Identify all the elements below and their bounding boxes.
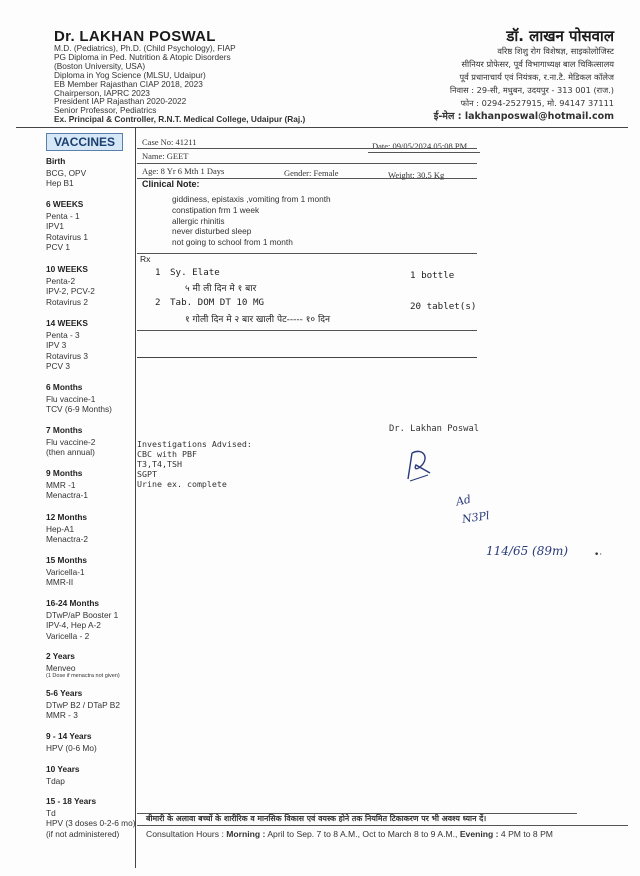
vaccine-item: PCV 1 (46, 242, 70, 253)
rule-line (137, 148, 477, 149)
rx-dosage-hi: ५ मी ली दिन मे १ बार (185, 284, 257, 294)
rule-line (137, 253, 477, 254)
vaccine-group-heading: 15 - 18 Years (46, 796, 97, 806)
investigation-item: SGPT (137, 469, 157, 479)
vaccine-group (46, 598, 118, 641)
vaccine-group (46, 764, 80, 786)
vaccine-item: Rotavirus 3 (46, 350, 88, 361)
qualification-line: (Boston University, USA) (54, 60, 146, 71)
qualification-line: Senior Professor, Pediatrics (54, 105, 157, 116)
vaccine-group (46, 688, 120, 721)
vaccine-item: Menveo (46, 662, 76, 673)
rx-item-number: 1 (155, 267, 161, 278)
phone-line: फोन : 0294-2527915, मो. 94147 37111 (460, 98, 614, 108)
vaccine-item: (if not administered) (46, 828, 120, 839)
vaccine-group-heading: 9 Months (46, 468, 83, 478)
visit-date: Date: 09/05/2024 05:08 PM (372, 141, 468, 151)
vaccine-group (46, 382, 112, 415)
vaccines-title: VACCINES (46, 133, 123, 151)
vaccine-group (46, 318, 88, 372)
evening-hours: 4 PM to 8 PM (500, 829, 553, 839)
vaccine-item: Td (46, 807, 56, 818)
vaccine-group-heading: 2 Years (46, 651, 75, 661)
vaccine-group (46, 796, 135, 839)
doctor-name-hi: डॉ. लाखन पोसवाल (506, 27, 614, 45)
clinical-note-line: giddiness, epistaxis ,vomiting from 1 month (172, 194, 331, 204)
rule-line (137, 163, 477, 164)
qualification-hi-line: वरिष्ठ शिशु रोग विशेषज्ञ, साइकोलोजिस्ट (497, 46, 614, 56)
investigations-title: Investigations Advised: (137, 439, 252, 449)
vaccine-group-heading: 12 Months (46, 512, 88, 522)
ink-dots-mark: •· (594, 550, 603, 560)
investigations (137, 439, 252, 489)
rx-label: Rx (140, 254, 151, 264)
footer-rule (137, 825, 628, 826)
vaccine-item: (1 Dose if menactra not given) (46, 673, 120, 680)
patient-gender: Gender: Female (284, 168, 339, 178)
investigation-item: T3,T4,TSH (137, 459, 182, 469)
vaccine-group (46, 264, 95, 307)
qualification-line: President IAP Rajasthan 2020-2022 (54, 96, 187, 107)
rx-item-number: 2 (155, 297, 161, 308)
vaccine-group (46, 156, 86, 189)
vaccine-item: HPV (3 doses 0-2-6 mo) (46, 818, 136, 829)
footer-hindi-note: बीमारी के अलावा बच्चों के शारीरिक व मानसिक विकास एवं वयस्क होने तक नियमित टिकाकरण पर भी अवश्य ध्यान दें। (146, 814, 487, 823)
qualification-line: Diploma in Yog Science (MLSU, Udaipur) (54, 69, 206, 80)
vaccine-group-heading: 16-24 Months (46, 598, 100, 608)
vaccine-group-heading: Birth (46, 156, 66, 166)
vaccine-item: TCV (6-9 Months) (46, 404, 112, 415)
vaccine-group-heading: 10 Years (46, 764, 80, 774)
rx-dosage-hi: १ गोली दिन मे २ बार खाली पेट----- १० दिन (185, 315, 331, 325)
qualifications-en (54, 44, 305, 124)
clinical-note-line: never disturbed sleep (172, 226, 252, 237)
vaccine-group-heading: 14 WEEKS (46, 318, 88, 328)
address-line: निवास : 29-सी, मधुबन, उदयपुर - 313 001 (राज.) (449, 85, 614, 95)
handwritten-note: Ad (454, 492, 473, 509)
vaccine-item: MMR -1 (46, 479, 76, 490)
vaccine-group (46, 512, 88, 545)
handwritten-bp: 114/65 (89m) (486, 544, 569, 558)
handwritten-note: N3Pl (461, 509, 491, 526)
vaccine-group (46, 731, 97, 753)
vaccine-item: Menactra-1 (46, 490, 88, 501)
vaccine-item: Varicella-1 (46, 566, 85, 577)
qualifications-hi (434, 45, 614, 123)
rx-quantity: 20 tablet(s) (410, 301, 477, 312)
qualification-line: Chairperson, IAPRC 2023 (54, 87, 150, 98)
vaccine-item: Flu vaccine-1 (46, 393, 96, 404)
case-number: Case No: 41211 (142, 137, 197, 147)
vaccine-group (46, 199, 88, 253)
vaccine-item: MMR - 3 (46, 710, 78, 721)
vaccine-item: Hep B1 (46, 178, 74, 189)
clinical-note-line: constipation frm 1 week (172, 204, 260, 215)
vaccine-item: DTwP B2 / DTaP B2 (46, 699, 120, 710)
vaccine-item: Rotavirus 1 (46, 231, 88, 242)
hours-label: Consultation Hours : (146, 829, 224, 839)
sidebar-divider (135, 128, 136, 868)
signature-name: Dr. Lakhan Poswal (389, 424, 480, 434)
morning-label: Morning : (226, 829, 266, 839)
rx-drug: Sy. Elate (170, 267, 220, 278)
investigation-item: Urine ex. complete (137, 479, 227, 489)
doctor-name-en: Dr. LAKHAN POSWAL (54, 28, 216, 45)
vaccine-group (46, 651, 120, 680)
vaccine-item: Penta - 1 (46, 210, 80, 221)
vaccine-item: Flu vaccine-2 (46, 436, 96, 447)
investigation-item: CBC with PBF (137, 449, 197, 459)
rule-line (137, 357, 477, 358)
qualification-line: Ex. Principal & Controller, R.N.T. Medical College, Udaipur (Raj.) (54, 114, 306, 125)
vaccine-item: PCV 3 (46, 361, 70, 372)
vaccine-item: IPV 3 (46, 340, 67, 351)
vaccine-group-heading: 15 Months (46, 555, 88, 565)
qualification-line: EB Member Rajasthan CIAP 2018, 2023 (54, 78, 203, 89)
vaccine-item: Tdap (46, 775, 65, 786)
rx-quantity: 1 bottle (410, 270, 455, 281)
qualification-line: PG Diploma in Ped. Nutrition & Atopic Disorders (54, 51, 231, 62)
vaccine-group-heading: 6 WEEKS (46, 199, 84, 209)
vaccine-group-heading: 10 WEEKS (46, 264, 88, 274)
evening-label: Evening : (459, 829, 499, 839)
vaccine-group (46, 555, 87, 588)
vaccine-item: (then annual) (46, 447, 95, 458)
vaccine-item: MMR-II (46, 577, 74, 588)
rx-drug: Tab. DOM DT 10 MG (170, 297, 265, 308)
handwritten-signature (400, 445, 440, 485)
vaccine-item: Penta-2 (46, 275, 76, 286)
patient-weight: Weight: 30.5 Kg (388, 170, 445, 180)
vaccine-item: IPV-2, PCV-2 (46, 286, 95, 297)
vaccine-item: IPV1 (46, 221, 64, 232)
vaccine-item: Menactra-2 (46, 534, 88, 545)
consultation-hours (146, 829, 553, 839)
header-divider (16, 127, 628, 128)
vaccine-item: Hep-A1 (46, 523, 75, 534)
vaccine-item: Penta - 3 (46, 329, 80, 340)
rule-line (368, 152, 480, 153)
qualification-hi-line: पूर्व प्रधानाचार्य एवं नियंत्रक, र.ना.टै. मेडिकल कॉलेज (459, 72, 614, 82)
vaccine-group (46, 425, 95, 458)
patient-name: Name: GEET (142, 151, 189, 161)
email-line: ई-मेल : lakhanposwal@hotmail.com (433, 111, 614, 122)
vaccine-item: Varicella - 2 (46, 630, 90, 641)
qualification-hi-line: सीनियर प्रोफेसर, पूर्व विभागाध्यक्ष बाल चिकित्सालय (461, 59, 614, 69)
vaccine-group (46, 468, 88, 501)
vaccine-item: Rotavirus 2 (46, 296, 88, 307)
clinical-note-line: allergic rhinitis (172, 215, 225, 226)
vaccine-item: BCG, OPV (46, 167, 87, 178)
patient-age: Age: 8 Yr 6 Mth 1 Days (142, 166, 225, 176)
vaccine-group-heading: 6 Months (46, 382, 83, 392)
clinical-notes (172, 194, 331, 248)
vaccine-group-heading: 5-6 Years (46, 688, 83, 698)
clinical-note-title: Clinical Note: (142, 179, 200, 189)
rule-line (137, 330, 477, 331)
qualification-line: M.D. (Pediatrics), Ph.D. (Child Psychology), FIAP (54, 43, 236, 53)
vaccine-group-heading: 7 Months (46, 425, 83, 435)
clinical-note-line: not going to school from 1 month (172, 237, 293, 248)
vaccine-item: HPV (0-6 Mo) (46, 742, 97, 753)
morning-hours: April to Sep. 7 to 8 A.M., Oct to March 8 to 9 A.M., (267, 829, 458, 839)
vaccine-group-heading: 9 - 14 Years (46, 731, 92, 741)
vaccine-item: IPV-4, Hep A-2 (46, 620, 101, 631)
vaccine-item: DTwP/aP Booster 1 (46, 609, 119, 620)
